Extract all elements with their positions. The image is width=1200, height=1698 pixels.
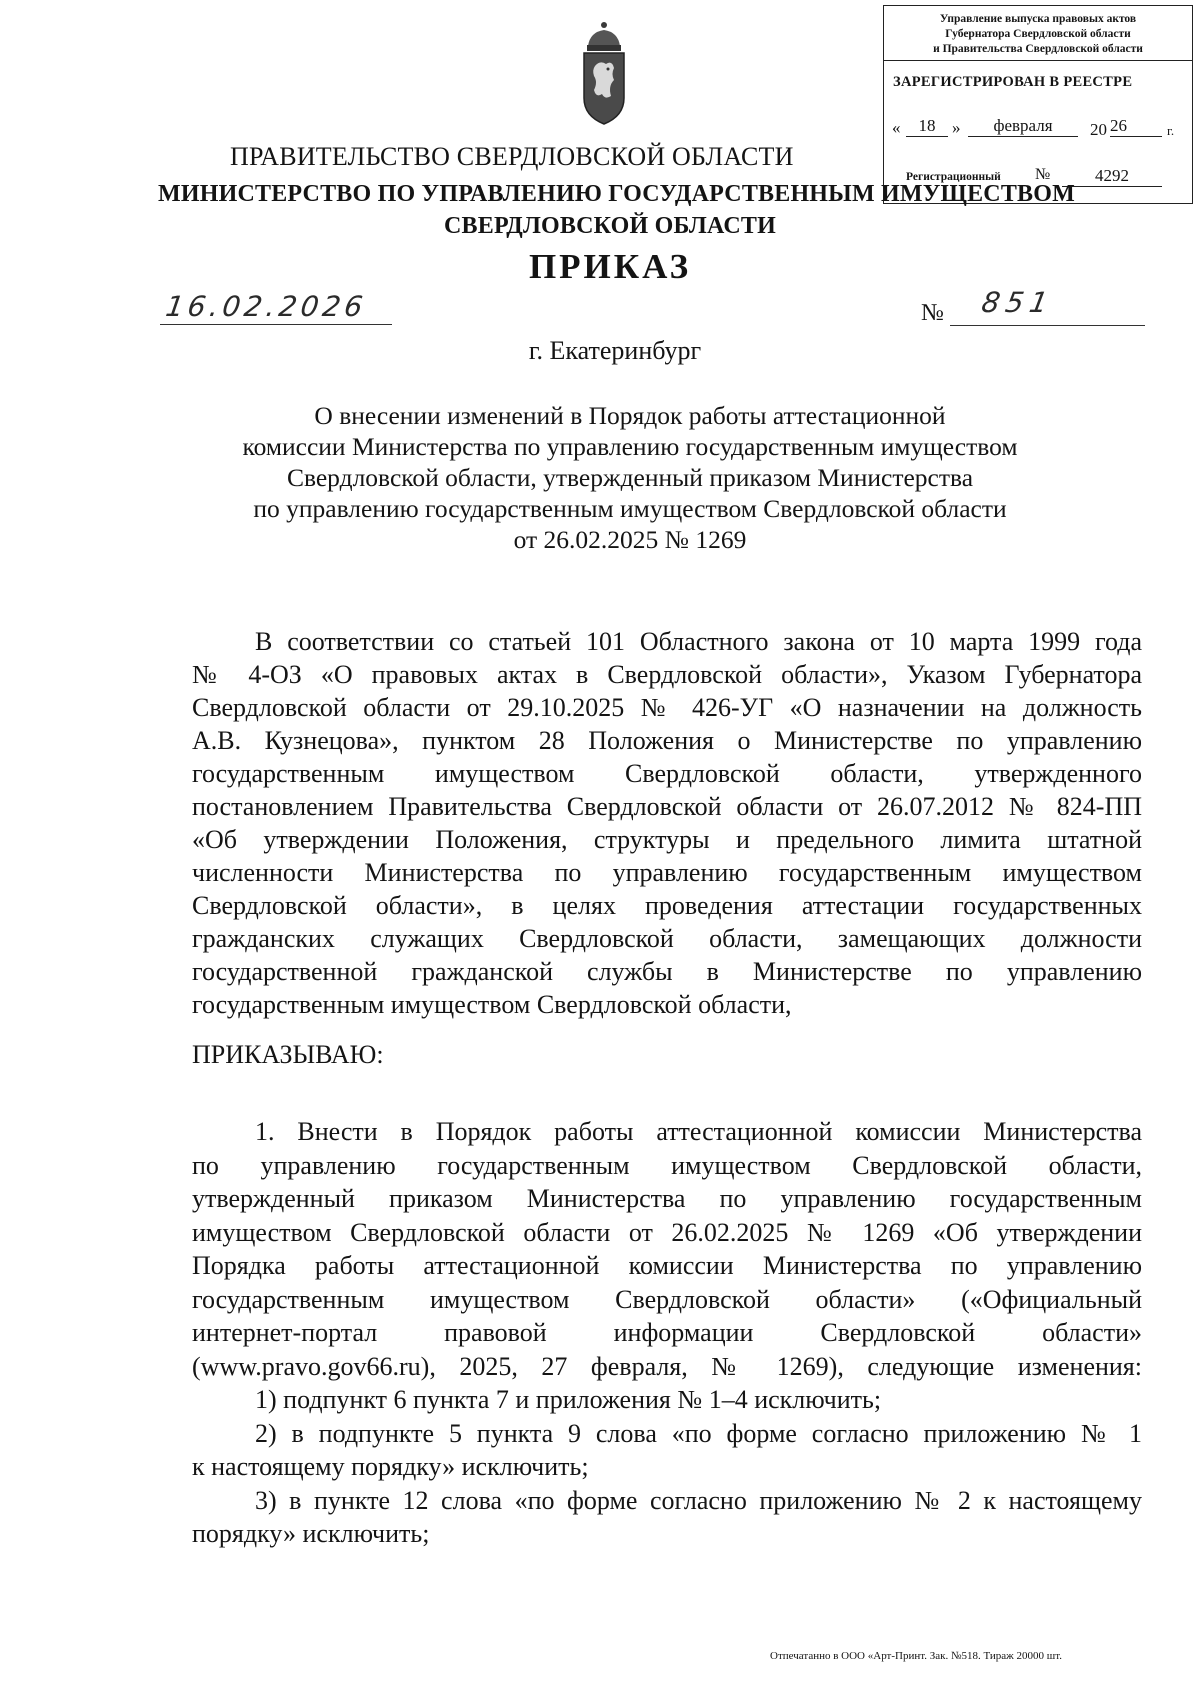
registry-stamp [883,5,1193,204]
text-line: имуществом Свердловской области от 26.02.2025 № 1269 «Об утверждении [192,1217,1142,1247]
text-line: государственным имуществом Свердловской области» («Официальный [192,1284,1142,1314]
text-line: государственной гражданской службы в Министерстве по управлению [192,957,1142,986]
stamp-header-line: Управление выпуска правовых актов [939,13,1137,25]
preamble-paragraph [192,625,1142,1021]
stamp-year-unit: г. [1167,123,1175,138]
handwritten-date: 16.02.2026 [163,290,369,323]
order-body [192,1115,1142,1551]
text-line: Порядка работы аттестационной комиссии Министерства по управлению [192,1251,1142,1280]
number-underline [950,325,1145,326]
city-line: г. Екатеринбург [528,336,702,365]
document-type-heading: ПРИКАЗ [528,247,692,286]
order-number-sign: № [921,300,944,326]
stamp-month: февраля [968,116,1078,137]
ministry-title-line-1: МИНИСТЕРСТВО ПО УПРАВЛЕНИЮ ГОСУДАРСТВЕННЫМ ИМУЩЕСТВОМ [158,181,1075,207]
stamp-registered-label: ЗАРЕГИСТРИРОВАН В РЕЕСТРЕ [893,74,1133,90]
stamp-header-line: и Правительства Свердловской области [933,43,1143,55]
document-title [200,400,1060,555]
text-line: государственным имуществом Свердловской области, [192,990,792,1019]
handwritten-order-number: 851 [979,286,1057,319]
text-line: 1. Внести в Порядок работы аттестационной комиссии Министерства [255,1117,1142,1146]
stamp-year-suffix: 26 [1110,116,1162,137]
text-line: 1) подпункт 6 пункта 7 и приложения № 1–4 исключить; [255,1385,882,1414]
text-line: А.В. Кузнецова», пунктом 28 Положения о Министерстве по управлению [192,726,1142,755]
text-line: (www.pravo.gov66.ru), 2025, 27 февраля, № 1269), следующие изменения: [192,1351,1142,1381]
date-underline [160,324,392,325]
title-line: по управлению государственным имуществом Свердловской области [253,494,1007,523]
text-line: 2) в подпункте 5 пункта 9 слова «по форме согласно приложению № 1 [255,1418,1142,1448]
text-line: утвержденный приказом Министерства по управлению государственным [192,1184,1142,1213]
stamp-close-quote: » [952,118,961,137]
title-line: комиссии Министерства по управлению государственным имуществом [242,432,1018,461]
text-line: численности Министерства по управлению государственным имуществом [192,858,1142,887]
government-title: ПРАВИТЕЛЬСТВО СВЕРДЛОВСКОЙ ОБЛАСТИ [230,142,794,171]
text-line: к настоящему порядку» исключить; [192,1452,589,1481]
text-line: гражданских служащих Свердловской области, замещающих должности [192,924,1142,953]
order-word: ПРИКАЗЫВАЮ: [192,1040,384,1069]
stamp-reg-number: 4292 [1062,166,1162,187]
text-line: Свердловской области», в целях проведения аттестации государственных [192,891,1142,920]
text-line: интернет-портал правовой информации Свердловской области» [192,1318,1142,1347]
stamp-header [884,12,1192,57]
text-line: В соответствии со статьей 101 Областного закона от 10 марта 1999 года [255,627,1142,656]
stamp-divider [884,60,1192,61]
text-line: «Об утверждении Положения, структуры и предельного лимита штатной [192,825,1142,854]
printer-footer: Отпечатанно в ООО «Арт-Принт. Зак. №518. Тираж 20000 шт. [770,1650,1062,1662]
coat-of-arms-emblem [578,20,630,126]
stamp-day: 18 [906,116,948,137]
title-line: О внесении изменений в Порядок работы аттестационной [314,401,946,430]
stamp-year-prefix: 20 [1090,120,1107,139]
stamp-number-sign: № [1035,166,1051,183]
text-line: № 4-ОЗ «О правовых актах в Свердловской области», Указом Губернатора [192,660,1142,689]
stamp-open-quote: « [892,118,901,137]
title-line: от 26.02.2025 № 1269 [513,525,747,554]
text-line: Свердловской области от 29.10.2025 № 426-УГ «О назначении на должность [192,693,1142,722]
text-line: государственным имуществом Свердловской области, утвержденного [192,759,1142,788]
ministry-title-line-2: СВЕРДЛОВСКОЙ ОБЛАСТИ [444,213,776,239]
text-line: 3) в пункте 12 слова «по форме согласно приложению № 2 к настоящему [255,1485,1142,1515]
text-line: по управлению государственным имуществом Свердловской области, [192,1150,1142,1180]
text-line: порядку» исключить; [192,1519,430,1548]
text-line: постановлением Правительства Свердловской области от 26.07.2012 № 824-ПП [192,792,1142,821]
stamp-header-line: Губернатора Свердловской области [945,28,1131,40]
stamp-reg-number-label: Регистрационный [906,171,1001,183]
title-line: Свердловской области, утвержденный приказом Министерства [286,463,974,492]
